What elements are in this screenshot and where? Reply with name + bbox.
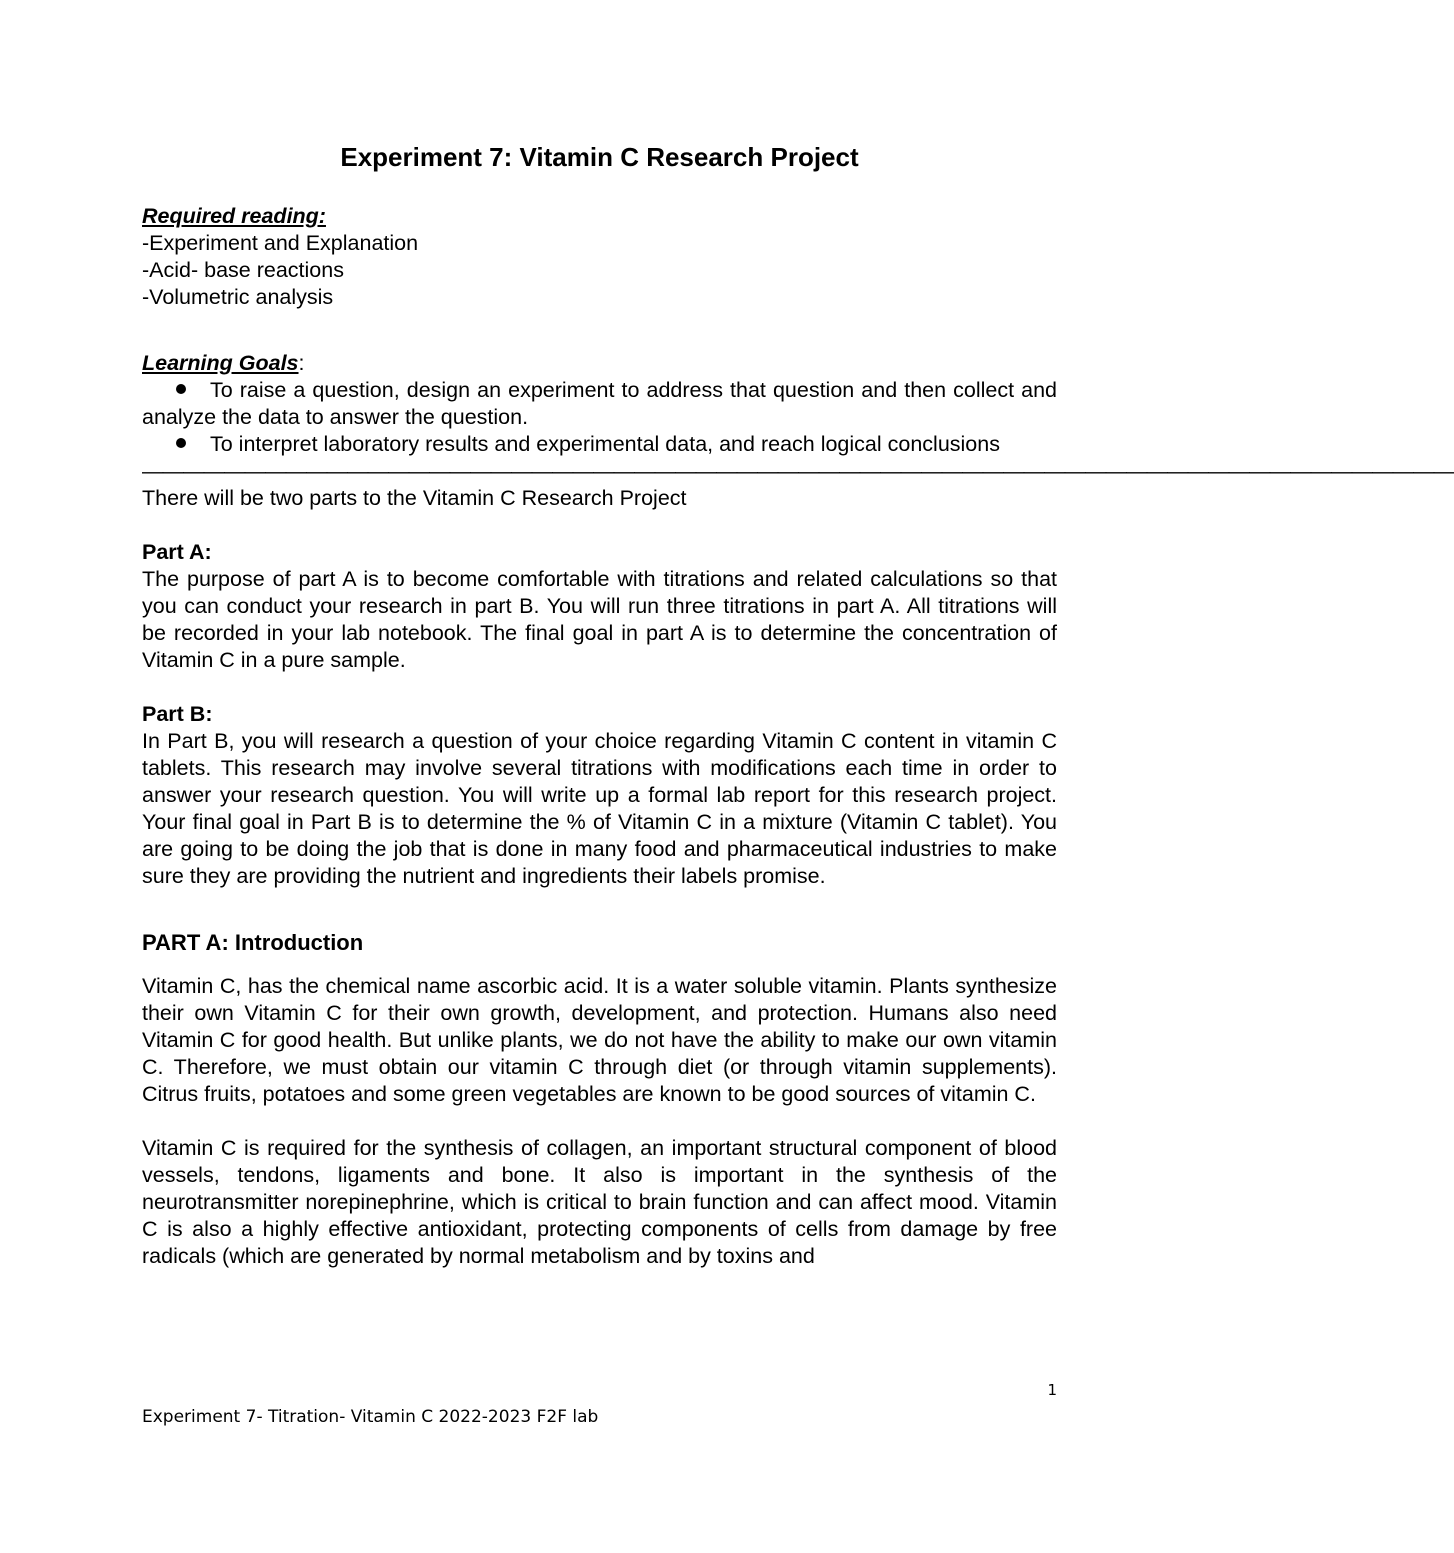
spacer	[142, 890, 1057, 929]
page-number: 1	[1047, 1381, 1057, 1399]
learning-goals-heading: Learning Goals	[142, 351, 299, 375]
separator-line: ————————————————————————————————————————————————————————————————	[142, 459, 1454, 483]
learning-goal-bullet	[142, 431, 1057, 458]
learning-goals-section	[142, 350, 1454, 512]
part-a-introduction-section	[142, 929, 1057, 1270]
intro-line: There will be two parts to the Vitamin C Research Project	[142, 486, 687, 510]
document-title: Experiment 7: Vitamin C Research Project	[340, 142, 859, 172]
required-reading-item: -Acid- base reactions	[142, 258, 344, 282]
learning-goals-colon: :	[298, 351, 305, 375]
spacer	[142, 311, 1057, 350]
required-reading-heading: Required reading:	[142, 204, 326, 228]
learning-goals-heading-line	[142, 350, 1057, 377]
bullet-icon	[176, 438, 186, 448]
bullet-icon	[176, 384, 186, 394]
part-a-section	[142, 539, 1057, 674]
part-b-section	[142, 701, 1057, 890]
introduction-paragraph-2: Vitamin C is required for the synthesis of collagen, an important structural component of blood vessels, tendons, ligaments and bone. It also is important in the synthesis of the neurotransmitter norepinephrine, which is critical to brain function and can affect mood. Vitamin C is also a highly effective antioxidant, protecting components of cells from damage by free radicals (which are generated by normal metabolism and by toxins and	[142, 1136, 1057, 1268]
learning-goal-text: To raise a question, design an experiment to address that question and then collect and analyze the data to answer the question.	[142, 378, 1057, 429]
introduction-paragraph-1: Vitamin C, has the chemical name ascorbic acid. It is a water soluble vitamin. Plants synthesize their own Vitamin C for their own growth, development, and protection. Humans also need Vitamin C for good health. But unlike plants, we do not have the ability to make our own vitamin C. Therefore, we must obtain our vitamin C through diet (or through vitamin supplements). Citrus fruits, potatoes and some green vegetables are known to be good sources of vitamin C.	[142, 974, 1057, 1106]
part-a-heading: Part A:	[142, 540, 212, 564]
page-footer: Experiment 7- Titration- Vitamin C 2022-2023 F2F lab	[142, 1407, 599, 1427]
required-reading-item: -Volumetric analysis	[142, 285, 334, 309]
part-b-heading: Part B:	[142, 702, 213, 726]
spacer	[142, 1108, 1057, 1135]
required-reading-section	[142, 203, 1057, 311]
learning-goal-bullet	[142, 377, 1057, 431]
required-reading-item: -Experiment and Explanation	[142, 231, 419, 255]
spacer	[142, 674, 1057, 701]
part-b-text: In Part B, you will research a question of your choice regarding Vitamin C content in vitamin C tablets. This research may involve several titrations with modifications each time in order to answer your research question. You will write up a formal lab report for this research project. Your final goal in Part B is to determine the % of Vitamin C in a mixture (Vitamin C tablet). You are going to be doing the job that is done in many food and pharmaceutical industries to make sure they are providing the nutrient and ingredients their labels promise.	[142, 729, 1057, 888]
spacer	[142, 512, 1057, 539]
learning-goal-text: To interpret laboratory results and experimental data, and reach logical conclusions	[210, 432, 1000, 456]
part-a-text: The purpose of part A is to become comfortable with titrations and related calculations so that you can conduct your research in part B. You will run three titrations in part A. All titrations will be recorded in your lab notebook. The final goal in part A is to determine the concentration of Vitamin C in a pure sample.	[142, 567, 1057, 672]
part-a-introduction-heading: PART A: Introduction	[142, 930, 364, 955]
document-body	[142, 140, 1454, 1270]
